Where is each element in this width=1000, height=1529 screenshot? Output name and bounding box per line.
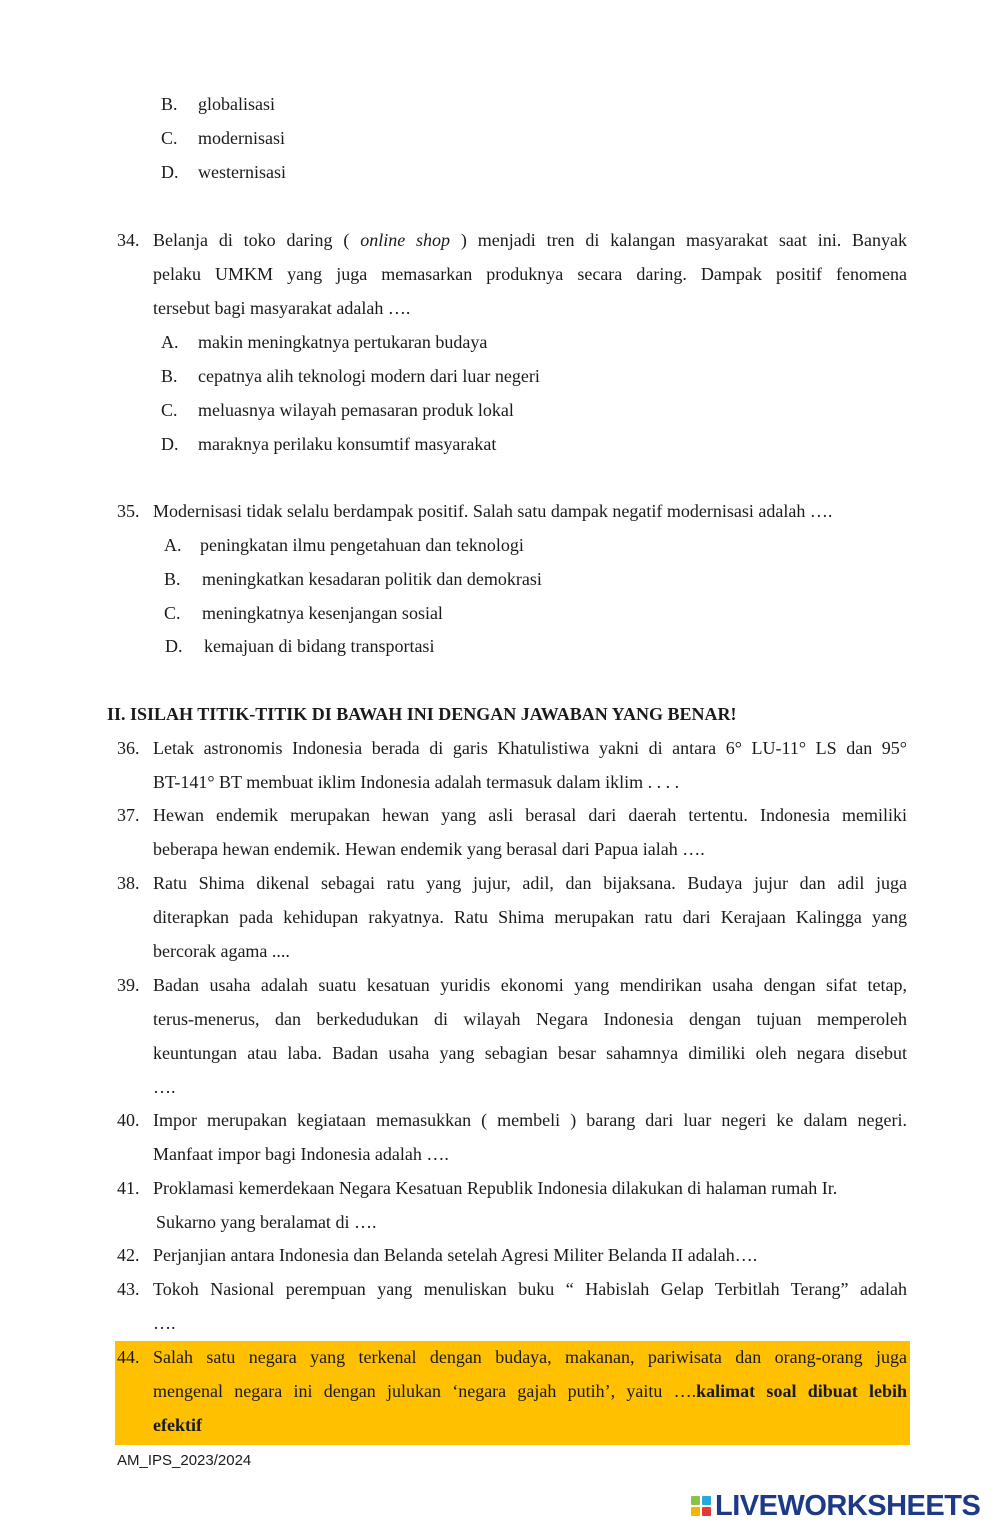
question-text: Ratu Shima dikenal sebagai ratu yang jujur, adil, dan bijaksana. Budaya jujur dan adil juga [153,873,907,893]
option-text: makin meningkatnya pertukaran budaya [198,332,488,352]
liveworksheets-logo [691,1489,980,1523]
question-text: Sukarno yang beralamat di …. [156,1212,377,1232]
question-text: bercorak agama .... [153,941,290,961]
question-text: Tokoh Nasional perempuan yang menuliskan buku “ Habislah Gelap Terbitlah Terang” adalah [153,1279,907,1299]
question-text: terus-menerus, dan berkedudukan di wilayah Negara Indonesia dengan tujuan memperoleh [153,1009,907,1029]
question-number: 36. [117,738,140,758]
question-number: 44. [117,1347,140,1367]
italic-term: online shop [360,230,451,250]
text-segment: ) menjadi tren di kalangan masyarakat saat ini. Banyak [460,230,908,250]
question-text: diterapkan pada kehidupan rakyatnya. Ratu Shima merupakan ratu dari Kerajaan Kalingga yang [153,907,907,927]
question-text: Salah satu negara yang terkenal dengan budaya, makanan, pariwisata dan orang-orang juga [153,1347,907,1367]
option-text: westernisasi [198,162,286,182]
question-text: Hewan endemik merupakan hewan yang asli berasal dari daerah tertentu. Indonesia memiliki [153,805,907,825]
question-number: 41. [117,1178,140,1198]
question-number: 35. [117,501,140,521]
question-number: 40. [117,1110,140,1130]
question-number: 39. [117,975,140,995]
option-text: cepatnya alih teknologi modern dari luar negeri [198,366,540,386]
question-text: tersebut bagi masyarakat adalah …. [153,298,411,318]
option-text: meningkatnya kesenjangan sosial [202,603,443,623]
option-letter: C. [161,400,178,420]
question-number: 42. [117,1245,140,1265]
option-letter: D. [165,636,183,656]
option-text: peningkatan ilmu pengetahuan dan teknologi [200,535,524,555]
footer-code: AM_IPS_2023/2024 [117,1452,252,1469]
question-text: Perjanjian antara Indonesia dan Belanda setelah Agresi Militer Belanda II adalah…. [153,1245,758,1265]
liveworksheets-wordmark: LIVEWORKSHEETS [715,1489,981,1522]
option-text: modernisasi [198,128,285,148]
option-letter: D. [161,434,179,454]
text-segment: Belanja di toko daring ( [153,230,350,250]
question-text: BT-141° BT membuat iklim Indonesia adalah termasuk dalam iklim . . . . [153,772,680,792]
question-text: Badan usaha adalah suatu kesatuan yuridis ekonomi yang mendirikan usaha dengan sifat tetap, [153,975,907,995]
review-note: efektif [153,1415,202,1435]
question-number: 43. [117,1279,140,1299]
question-text: Letak astronomis Indonesia berada di garis Khatulistiwa yakni di antara 6° LU-11° LS dan 95° [153,738,907,758]
question-text: Modernisasi tidak selalu berdampak positif. Salah satu dampak negatif modernisasi adalah …. [153,501,833,521]
question-text: Proklamasi kemerdekaan Negara Kesatuan Republik Indonesia dilakukan di halaman rumah Ir. [153,1178,838,1198]
section-heading: II. ISILAH TITIK-TITIK DI BAWAH INI DENGAN JAWABAN YANG BENAR! [107,704,737,724]
question-text: Manfaat impor bagi Indonesia adalah …. [153,1144,449,1164]
question-text: keuntungan atau laba. Badan usaha yang sebagian besar sahamnya dimiliki oleh negara disebut [153,1043,907,1063]
option-letter: C. [161,128,178,148]
option-text: meluasnya wilayah pemasaran produk lokal [198,400,514,420]
option-letter: D. [161,162,179,182]
option-letter: B. [164,569,181,589]
option-letter: B. [161,94,178,114]
option-text: maraknya perilaku konsumtif masyarakat [198,434,497,454]
text-segment: mengenal negara ini dengan julukan ‘negara gajah putih’, yaitu …. [153,1381,697,1401]
question-number: 38. [117,873,140,893]
question-text: …. [153,1313,176,1333]
question-number: 37. [117,805,140,825]
question-text [153,1379,907,1403]
question-text: beberapa hewan endemik. Hewan endemik yang berasal dari Papua ialah …. [153,839,705,859]
question-number: 34. [117,230,140,250]
question-text: …. [153,1077,176,1097]
review-note: kalimat soal dibuat lebih [696,1381,908,1401]
option-letter: B. [161,366,178,386]
option-letter: C. [164,603,181,623]
option-letter: A. [161,332,179,352]
option-text: meningkatkan kesadaran politik dan demokrasi [202,569,542,589]
option-text: globalisasi [198,94,275,114]
option-letter: A. [164,535,182,555]
option-text: kemajuan di bidang transportasi [204,636,435,656]
question-text: Impor merupakan kegiataan memasukkan ( membeli ) barang dari luar negeri ke dalam negeri. [153,1110,907,1130]
question-text: pelaku UMKM yang juga memasarkan produknya secara daring. Dampak positif fenomena [153,264,907,284]
question-text [153,228,907,252]
liveworksheets-logo-icon [691,1496,711,1516]
